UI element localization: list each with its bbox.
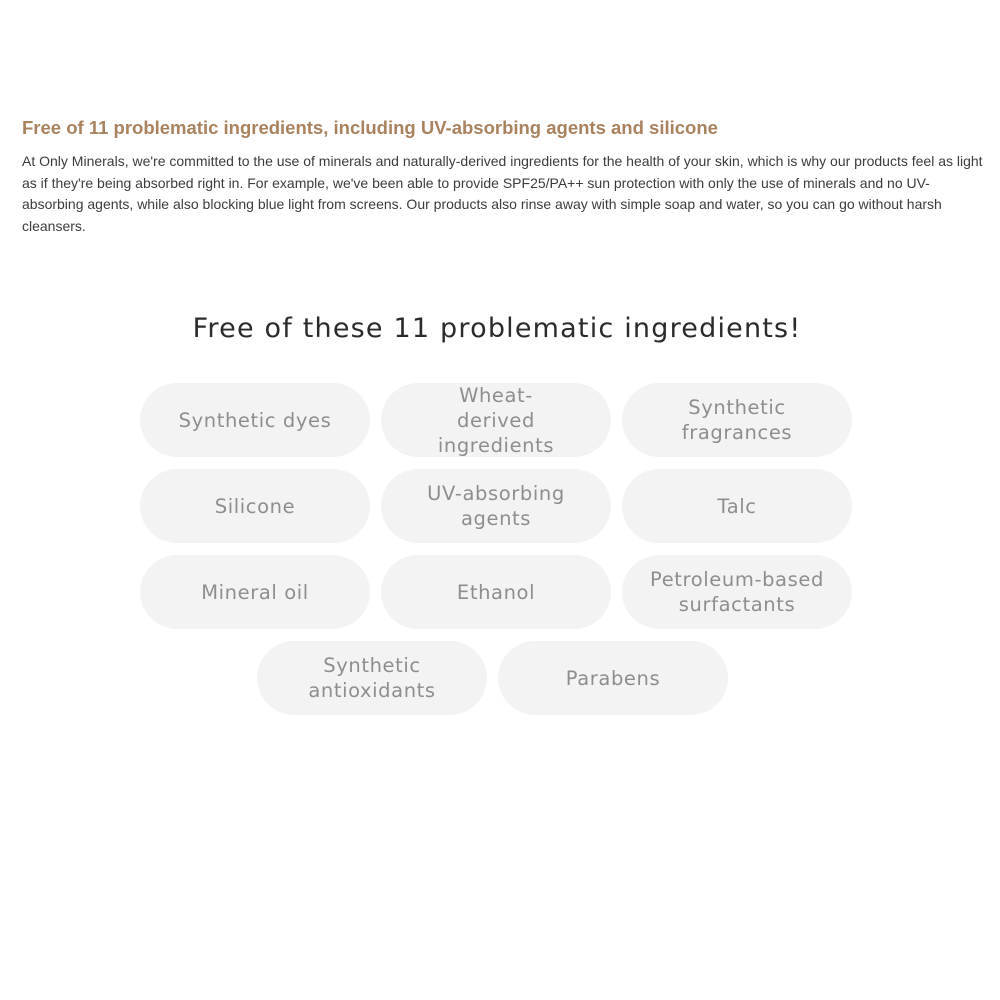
ingredient-pill-parabens: [498, 641, 728, 715]
ingredient-pill-silicone: [140, 469, 370, 543]
ingredient-label: Synthetic fragrances: [681, 396, 793, 444]
intro-paragraph: At Only Minerals, we're committed to the use of minerals and naturally-derived ingredients for the health of your skin, which is why our products feel as light as if they're being absorbed right in. For example, we've been able to provide SPF25/PA++ sun protection with only the use of minerals and no UV-absorbing agents, while also blocking blue light from screens. Our products also rinse away with simple soap and water, so you can go without harsh cleansers.: [22, 153, 983, 234]
ingredient-pill-uv-absorbing: [381, 469, 611, 543]
ingredient-label: Synthetic dyes: [178, 408, 332, 432]
ingredient-label: Wheat-derived ingredients: [437, 383, 555, 457]
ingredient-pill-mineral-oil: [140, 555, 370, 629]
ingredient-pill-synthetic-dyes: [140, 383, 370, 457]
ingredients-title: Free of these 11 problematic ingredients!: [192, 313, 802, 344]
ingredient-pill-ethanol: [381, 555, 611, 629]
ingredient-pill-petroleum-surfactants: [622, 555, 852, 629]
ingredient-label: Synthetic antioxidants: [308, 654, 436, 702]
ingredient-label: Talc: [717, 494, 757, 518]
ingredient-label: Ethanol: [456, 580, 536, 604]
ingredient-pill-synthetic-fragrances: [622, 383, 852, 457]
ingredient-pill-wheat-derived: [381, 383, 611, 457]
ingredient-label: UV-absorbing agents: [427, 482, 565, 530]
ingredient-pill-synthetic-antioxidants: [257, 641, 487, 715]
ingredient-label: Petroleum-based surfactants: [650, 568, 824, 616]
section-heading: Free of 11 problematic ingredients, including UV-absorbing agents and silicone: [22, 117, 718, 138]
ingredient-pill-talc: [622, 469, 852, 543]
ingredient-label: Silicone: [214, 494, 296, 518]
ingredient-label: Mineral oil: [201, 580, 309, 604]
ingredient-label: Parabens: [565, 666, 661, 690]
